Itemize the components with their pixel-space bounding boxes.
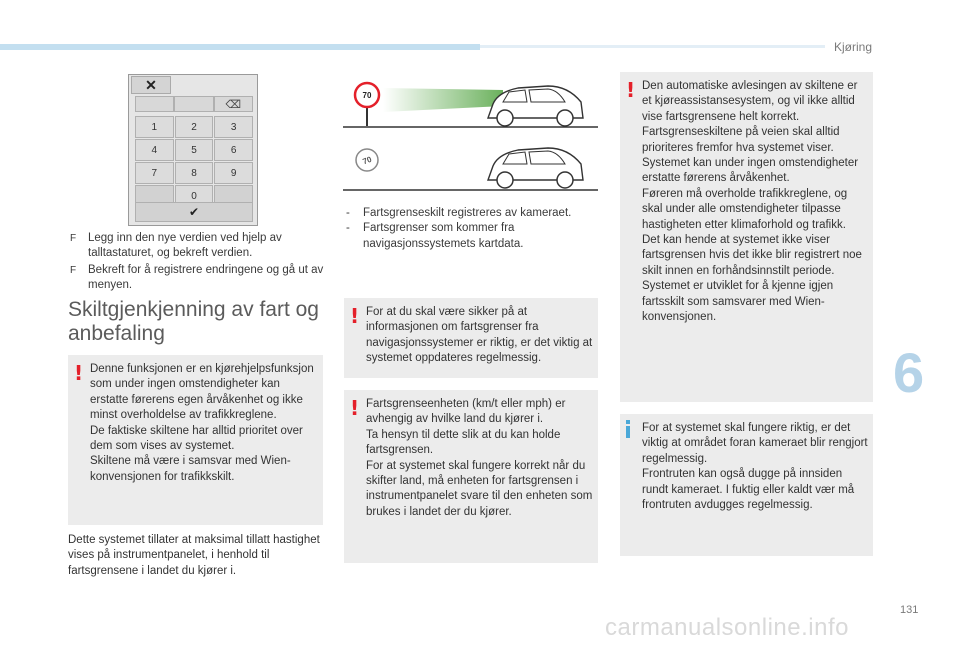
warning-text: Denne funksjonen er en kjørehjelpsfunksjon som under ingen omstendigheter kan erstatte førerens egen årvåkenhet og ikke minst overholdelse av trafikkreglene. De faktiske skiltene har alltid prioritet over dem som vises av systemet. Skiltene må være i samsvar med Wien-konvensjonen for trafikkskilt. — [90, 363, 314, 483]
instruction-item: F Bekreft for å registrere endringene og gå ut av menyen. — [70, 264, 324, 291]
backspace-icon: ⌫ — [214, 96, 253, 112]
car-navigation-svg — [343, 140, 598, 200]
warning-box — [68, 355, 323, 525]
bullet-icon: F — [70, 265, 77, 276]
keypad-key: 3 — [214, 116, 253, 138]
instruction-list — [70, 231, 325, 295]
chapter-number: 6 — [893, 341, 925, 404]
section-title: Skiltgjenkjenning av fart og anbefaling — [68, 298, 319, 345]
info-icon — [626, 420, 630, 438]
keypad-key: 0 — [175, 185, 214, 207]
warning-text: Fartsgrenseenheten (km/t eller mph) er avhengig av hvilke land du kjører i. Ta hensyn til dette slik at du kan holde fartsgrensen. For at systemet skal fungere korrekt når du skifter land, må enheten for fartsgrensen i instrumentpanelet svare til den enheten som brukes i landet der du kjører. — [366, 398, 593, 518]
intro-paragraph: Dette systemet tillater at maksimal tillatt hastighet vises på instrumentpanelet, i henhold til fartsgrensene i landet du kjører i. — [68, 534, 320, 577]
keypad-key: 6 — [214, 139, 253, 161]
bullet-icon: F — [70, 233, 77, 244]
car-camera-svg — [343, 78, 598, 138]
warning-box — [344, 298, 598, 378]
numeric-keypad-illustration — [128, 74, 258, 226]
warning-icon: ! — [74, 361, 84, 385]
source-item: - Fartsgrenser som kommer fra navigasjonssystemets kartdata. — [346, 222, 524, 250]
warning-text: For at du skal være sikker på at informasjonen om fartsgrenser fra navigasjonssystemer er riktig, er det viktig at systemet oppdateres regelmessig. — [366, 306, 593, 365]
keypad-display-cell — [135, 96, 174, 112]
warning-icon: ! — [350, 396, 360, 420]
map-data-illustration — [343, 140, 598, 200]
warning-text: Den automatiske avlesingen av skiltene er et kjøreassistansesystem, og vil ikke alltid vise fartsgrensene helt korrekt. Fartsgrenseskiltene på veien skal alltid prioriteres fremfor hva systemet viser. Systemet kan under ingen omstendigheter erstatte førerens årvåkenhet. Føreren må overholde trafikkreglene, og skal under alle omstendigheter tilpasse hastigheten etter klimaforhold og trafikk. Det kan hende at systemet ikke viser fartsgrensen hvis det ikke blir registrert noe skilt innen en forhåndsinnstilt periode. Systemet er utviklet for å kjenne igjen fartsskilt som samsvarer med Wien-konvensjonen. — [642, 80, 862, 324]
keypad-key: 9 — [214, 162, 253, 184]
info-text: For at systemet skal fungere riktig, er det viktig at området foran kameraet blir rengjort regelmessig. Frontruten kan også dugge på innsiden rundt kameraet. I fuktig eller kaldt vær må frontruten avdugges regelmessig. — [642, 422, 868, 512]
warning-box — [620, 72, 873, 402]
speed-sign-value: 70 — [362, 91, 372, 100]
watermark: carmanualsonline.info — [605, 614, 849, 641]
instruction-item: F Legg inn den nye verdien ved hjelp av talltastaturet, og bekreft verdien. — [70, 232, 282, 259]
page-number: 131 — [900, 604, 919, 616]
warning-box — [344, 390, 598, 563]
keypad-display-row — [135, 96, 253, 112]
warning-icon: ! — [626, 78, 636, 102]
camera-detection-illustration — [343, 78, 598, 138]
speed-sign-value: 70 — [361, 154, 373, 167]
keypad-key: 7 — [135, 162, 174, 184]
keypad-key: 5 — [175, 139, 214, 161]
keypad-key: 8 — [175, 162, 214, 184]
page-header-title: Kjøring — [833, 40, 872, 54]
source-item: - Fartsgrenseskilt registreres av kameraet. — [346, 207, 572, 219]
header-accent-bar — [0, 44, 480, 50]
keypad-grid — [135, 116, 253, 207]
keypad-display-cell — [174, 96, 213, 112]
keypad-key: 2 — [175, 116, 214, 138]
header-accent-line — [480, 45, 825, 48]
keypad-key: 1 — [135, 116, 174, 138]
keypad-key: 4 — [135, 139, 174, 161]
close-icon: ✕ — [131, 76, 171, 94]
info-box — [620, 414, 873, 556]
source-list — [346, 206, 601, 252]
checkmark-icon: ✔ — [135, 202, 253, 222]
warning-icon: ! — [350, 304, 360, 328]
